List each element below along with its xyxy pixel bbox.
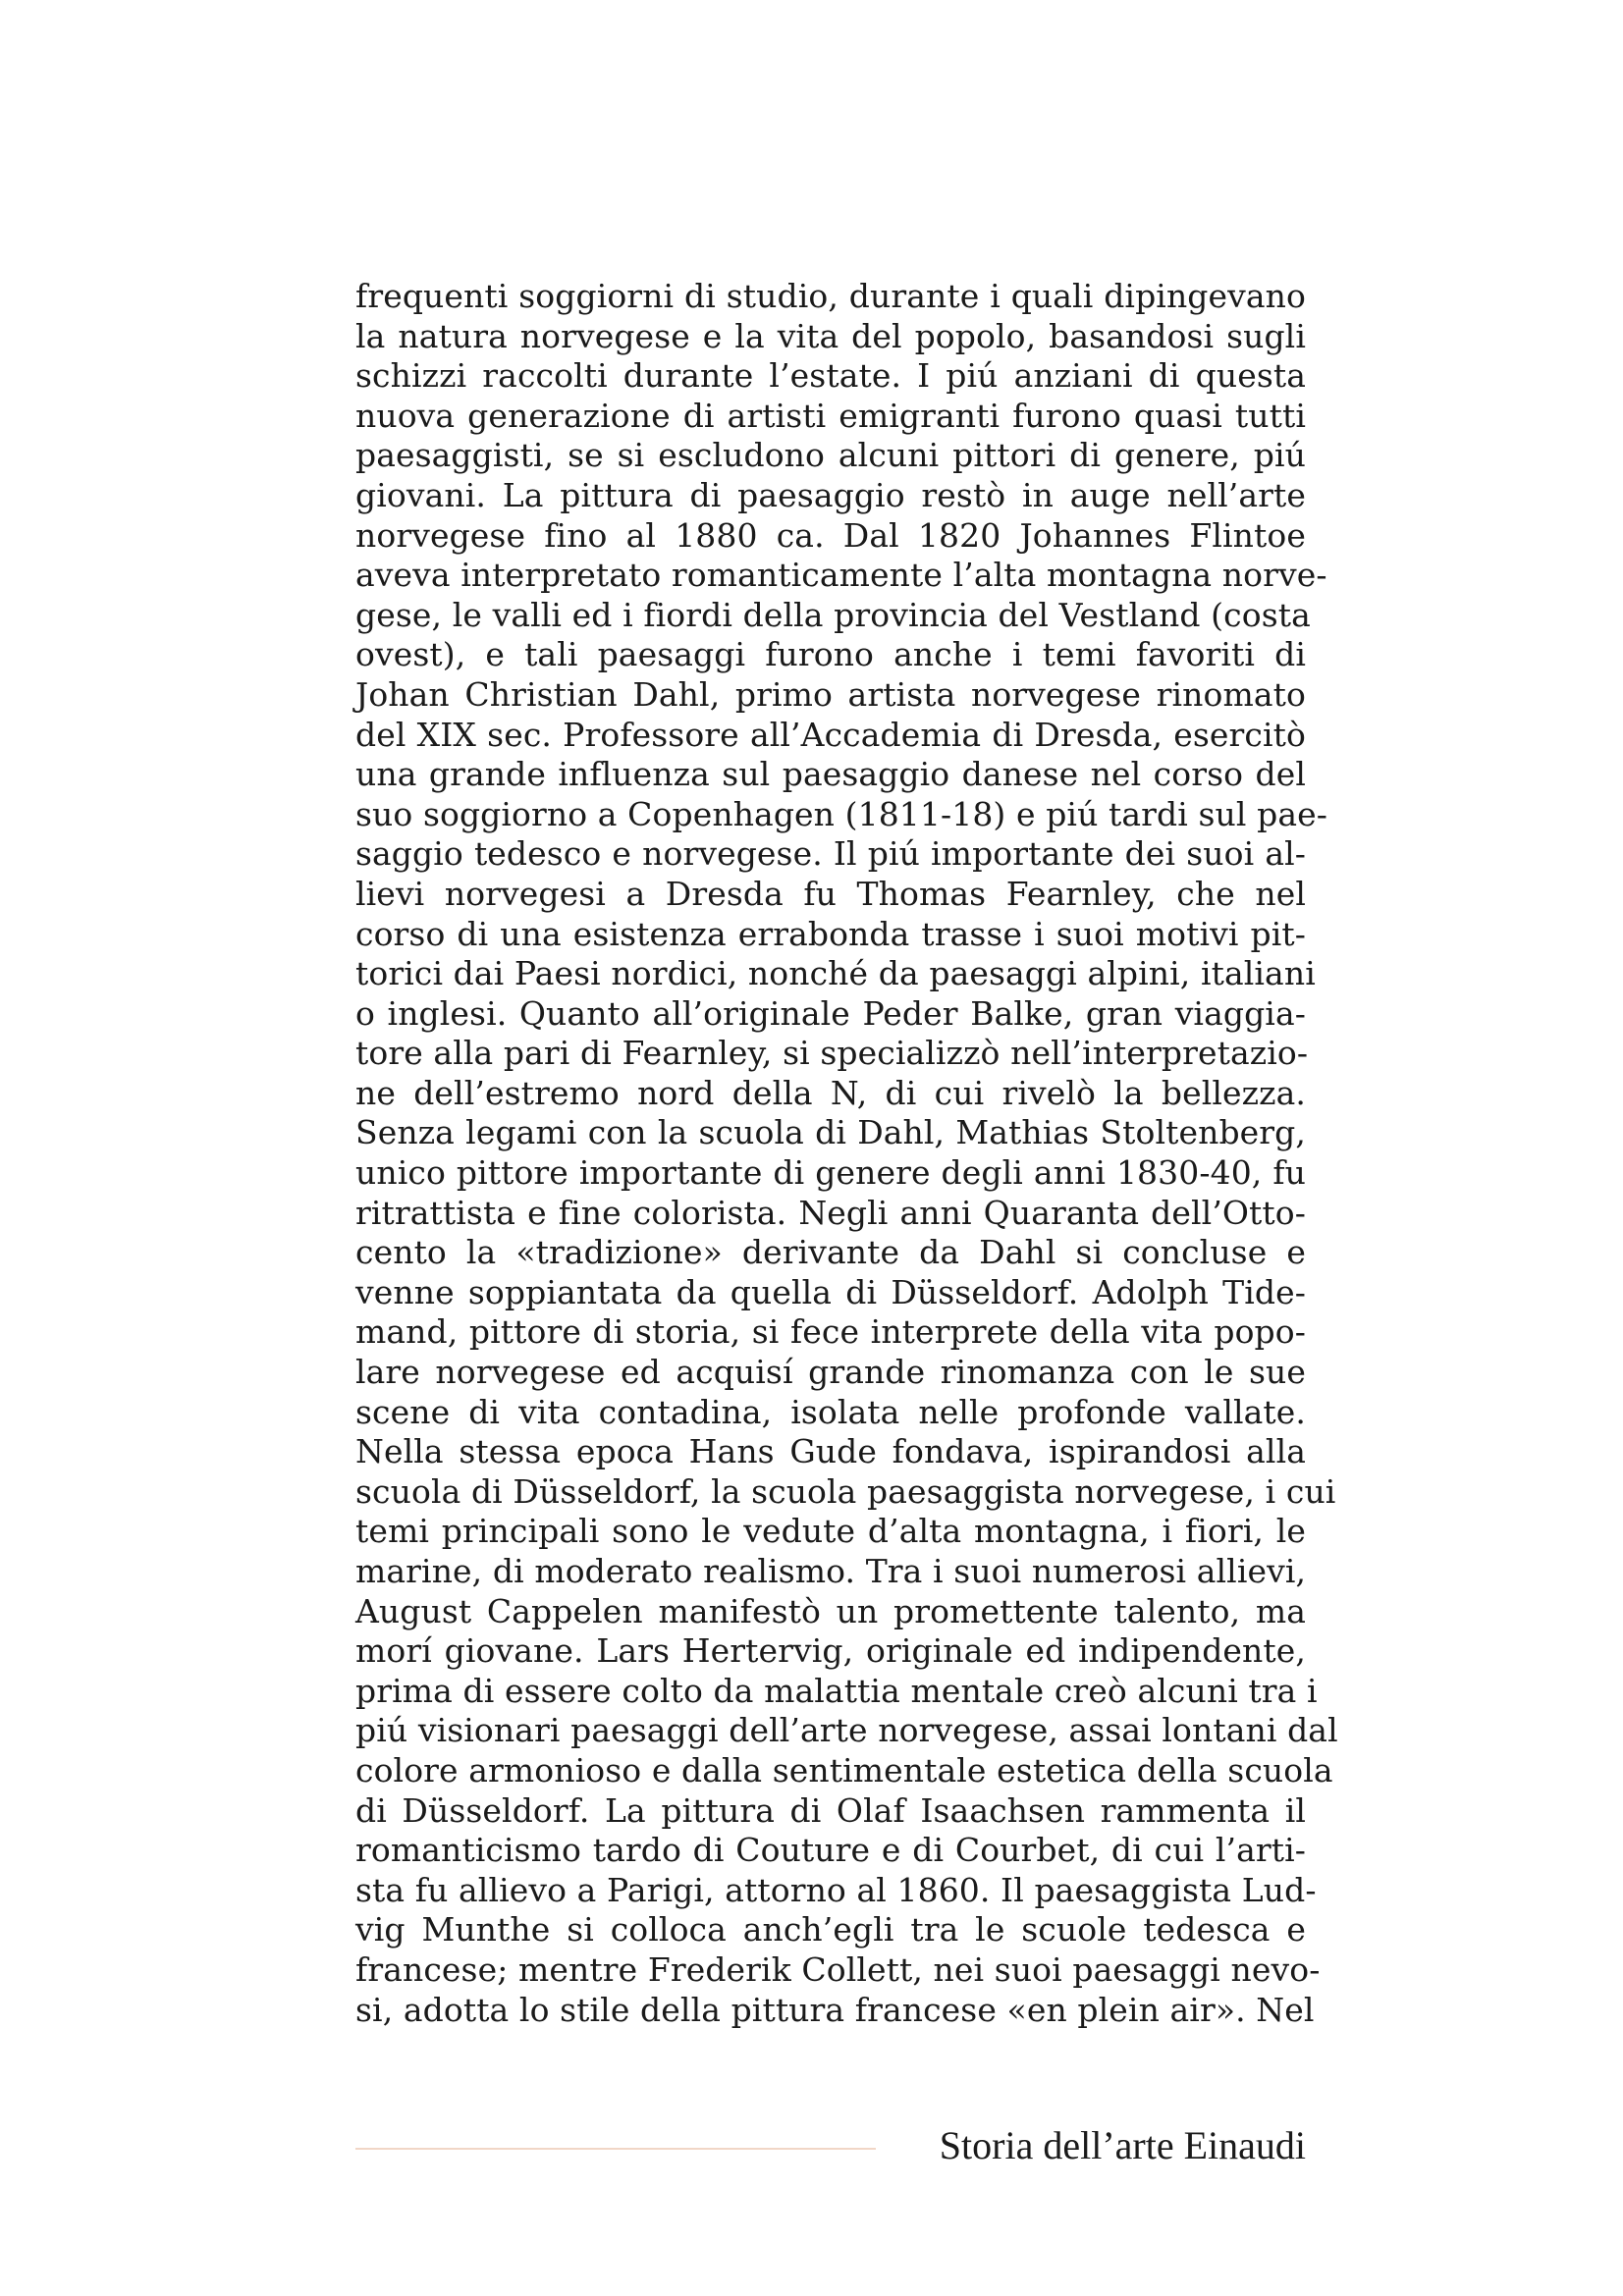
body-text xyxy=(355,277,1338,2030)
text-line: di Düsseldorf. La pittura di Olaf Isaachsen rammenta il xyxy=(355,1790,1306,1830)
text-line: ovest), e tali paesaggi furono anche i temi favoriti di xyxy=(355,635,1306,674)
text-line: unico pittore importante di genere degli anni 1830-40, fu xyxy=(355,1153,1306,1193)
text-line: suo soggiorno a Copenhagen (1811-18) e piú tardi sul pae- xyxy=(355,794,1328,833)
text-line: frequenti soggiorni di studio, durante i quali dipingevano xyxy=(355,277,1306,315)
text-line: lievi norvegesi a Dresda fu Thomas Fearnley, che nel xyxy=(355,874,1306,913)
text-line: paesaggisti, se si escludono alcuni pittori di genere, piú xyxy=(355,436,1306,475)
text-line: scuola di Düsseldorf, la scuola paesaggista norvegese, i cui xyxy=(355,1471,1336,1511)
text-line: prima di essere colto da malattia mentale creò alcuni tra i xyxy=(355,1671,1318,1710)
text-line: tore alla pari di Fearnley, si specializzò nell’interpretazio- xyxy=(355,1034,1309,1073)
text-line: gese, le valli ed i fiordi della provincia del Vestland (costa xyxy=(355,595,1311,634)
text-line: o inglesi. Quanto all’originale Peder Balke, gran viaggia- xyxy=(355,993,1306,1033)
text-line: vig Munthe si colloca anch’egli tra le scuole tedesca e xyxy=(355,1910,1306,1949)
text-line: nuova generazione di artisti emigranti furono quasi tutti xyxy=(355,396,1306,435)
text-line: schizzi raccolti durante l’estate. I piú anziani di questa xyxy=(355,356,1306,396)
text-line: marine, di moderato realismo. Tra i suoi numerosi allievi, xyxy=(355,1552,1307,1590)
text-line: temi principali sono le vedute d’alta montagna, i fiori, le xyxy=(355,1512,1306,1551)
text-line: sta fu allievo a Parigi, attorno al 1860. Il paesaggista Lud- xyxy=(355,1870,1317,1909)
text-line: ne dell’estremo nord della N, di cui rivelò la bellezza. xyxy=(355,1073,1306,1112)
text-line: si, adotta lo stile della pittura francese «en plein air». Nel xyxy=(355,1990,1315,2029)
text-line: ritrattista e fine colorista. Negli anni Quaranta dell’Otto- xyxy=(355,1193,1306,1232)
footer-publication-title: Storia dell’arte Einaudi xyxy=(939,2123,1306,2167)
text-line: Senza legami con la scuola di Dahl, Mathias Stoltenberg, xyxy=(355,1113,1306,1152)
text-line: aveva interpretato romanticamente l’alta montagna norve- xyxy=(355,556,1327,595)
text-line: Nella stessa epoca Hans Gude fondava, ispirandosi alla xyxy=(355,1432,1306,1471)
text-line: giovani. La pittura di paesaggio restò in auge nell’arte xyxy=(355,475,1306,514)
text-line: cento la «tradizione» derivante da Dahl si concluse e xyxy=(355,1233,1306,1272)
text-line: del XIX sec. Professore all’Accademia di Dresda, esercitò xyxy=(355,715,1306,754)
text-line: torici dai Paesi nordici, nonché da paesaggi alpini, italiani xyxy=(355,954,1316,993)
text-line: una grande influenza sul paesaggio danese nel corso del xyxy=(355,755,1306,794)
footer-divider xyxy=(355,2148,876,2150)
text-line: colore armonioso e dalla sentimentale estetica della scuola xyxy=(355,1750,1333,1789)
text-line: piú visionari paesaggi dell’arte norvegese, assai lontani dal xyxy=(355,1711,1338,1750)
text-line: scene di vita contadina, isolata nelle profonde vallate. xyxy=(355,1392,1306,1431)
text-line: August Cappelen manifestò un promettente talento, ma xyxy=(355,1591,1306,1630)
text-line: francese; mentre Frederik Collett, nei suoi paesaggi nevo- xyxy=(355,1949,1321,1989)
text-line: lare norvegese ed acquisí grande rinomanza con le sue xyxy=(355,1353,1306,1392)
text-line: venne soppiantata da quella di Düsseldorf. Adolph Tide- xyxy=(355,1272,1306,1311)
text-line: saggio tedesco e norvegese. Il piú importante dei suoi al- xyxy=(355,834,1306,874)
text-line: corso di una esistenza errabonda trasse i suoi motivi pit- xyxy=(355,914,1306,953)
text-line: morí giovane. Lars Hertervig, originale ed indipendente, xyxy=(355,1631,1306,1671)
text-line: Johan Christian Dahl, primo artista norvegese rinomato xyxy=(355,674,1306,714)
text-line: la natura norvegese e la vita del popolo, basandosi sugli xyxy=(355,316,1306,355)
text-line: romanticismo tardo di Couture e di Courbet, di cui l’arti- xyxy=(355,1831,1306,1870)
text-line: mand, pittore di storia, si fece interprete della vita popo- xyxy=(355,1312,1306,1352)
text-line: norvegese fino al 1880 ca. Dal 1820 Johannes Flintoe xyxy=(355,515,1306,555)
